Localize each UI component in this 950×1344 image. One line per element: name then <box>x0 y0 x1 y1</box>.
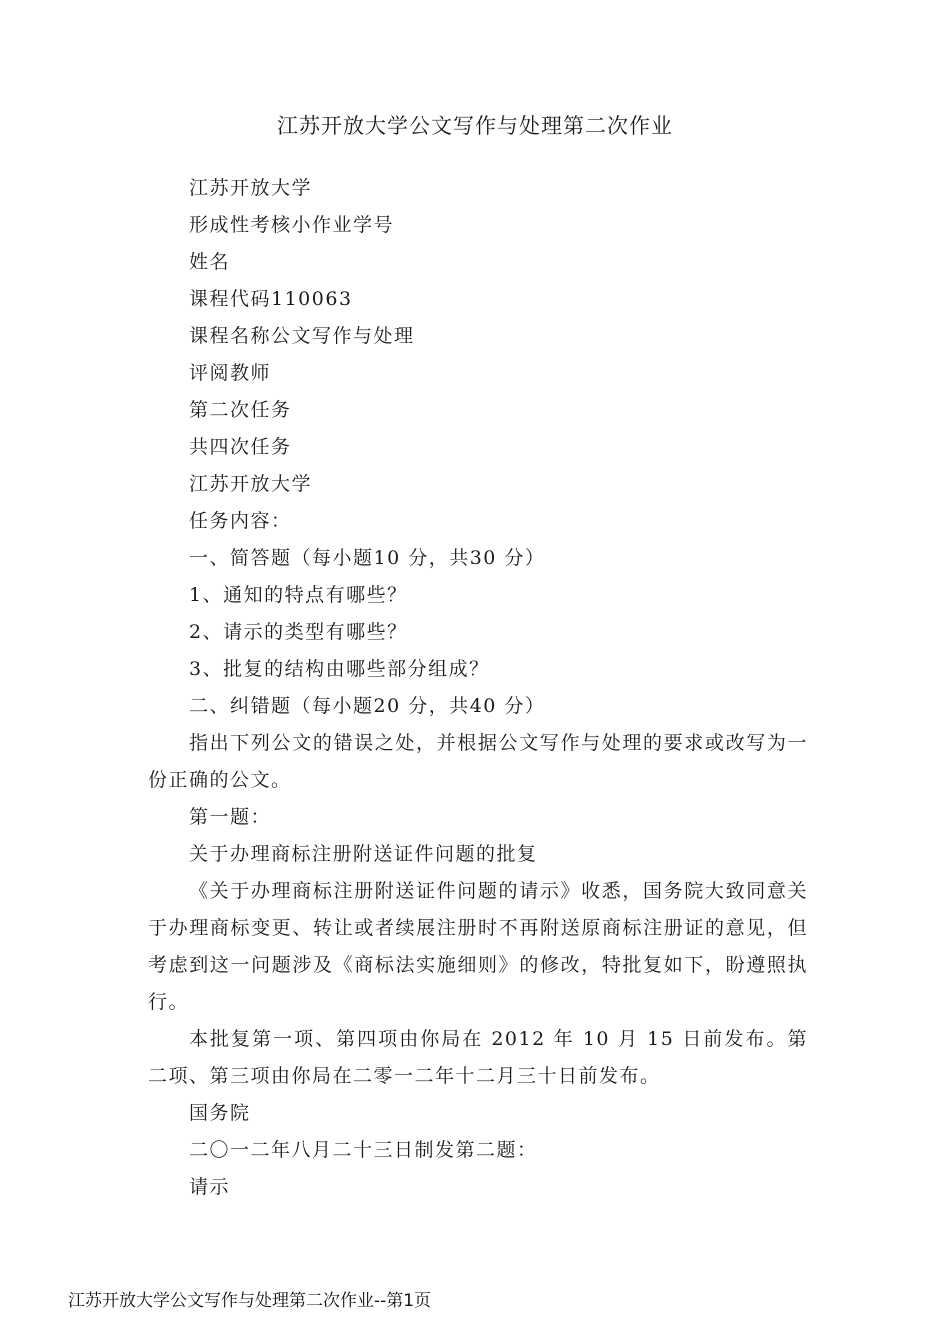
paragraph-task-total: 共四次任务 <box>189 436 292 458</box>
paragraph-school: 江苏开放大学 <box>189 177 313 199</box>
paragraph-task-content: 任务内容： <box>189 510 292 532</box>
paragraph-instructions: 指出下列公文的错误之处，并根据公文写作与处理的要求或改写为一份正确的公文。 <box>148 732 808 791</box>
paragraph-issue-date: 二〇一二年八月二十三日制发第二题： <box>189 1139 538 1161</box>
paragraph-request: 请示 <box>189 1176 231 1198</box>
section-heading-correction: 二、纠错题（每小题20 分，共40 分） <box>189 695 546 717</box>
paragraph-problem-1-label: 第一题： <box>189 806 272 828</box>
paragraph-student-id: 形成性考核小作业学号 <box>189 214 395 236</box>
page-title: 江苏开放大学公文写作与处理第二次作业 <box>277 114 673 138</box>
question-3: 3、批复的结构由哪些部分组成？ <box>189 658 490 680</box>
paragraph-name: 姓名 <box>189 251 231 273</box>
document-body <box>148 170 808 1206</box>
paragraph-course-code: 课程代码110063 <box>189 288 353 310</box>
paragraph-reply-title: 关于办理商标注册附送证件问题的批复 <box>189 843 538 865</box>
paragraph-reply-body: 《关于办理商标注册附送证件问题的请示》收悉，国务院大致同意关于办理商标变更、转让或者续展注册时不再附送原商标注册证的意见，但考虑到这一问题涉及《商标法实施细则》的修改，特批复如下，盼遵照执行。 <box>148 880 808 1013</box>
paragraph-course-name: 课程名称公文写作与处理 <box>189 325 415 347</box>
question-2: 2、请示的类型有哪些？ <box>189 621 408 643</box>
page-footer: 江苏开放大学公文写作与处理第二次作业--第1页 <box>68 1291 432 1311</box>
paragraph-reply-schedule: 本批复第一项、第四项由你局在 2012 年 10 月 15 日前发布。第二项、第三项由你局在二零一二年十二月三十日前发布。 <box>148 1028 808 1087</box>
paragraph-task-number: 第二次任务 <box>189 399 292 421</box>
paragraph-issuer: 国务院 <box>189 1102 251 1124</box>
question-1: 1、通知的特点有哪些？ <box>189 584 408 606</box>
paragraph-school-repeat: 江苏开放大学 <box>189 473 313 495</box>
paragraph-reviewer: 评阅教师 <box>189 362 272 384</box>
section-heading-short-answer: 一、简答题（每小题10 分，共30 分） <box>189 547 546 569</box>
